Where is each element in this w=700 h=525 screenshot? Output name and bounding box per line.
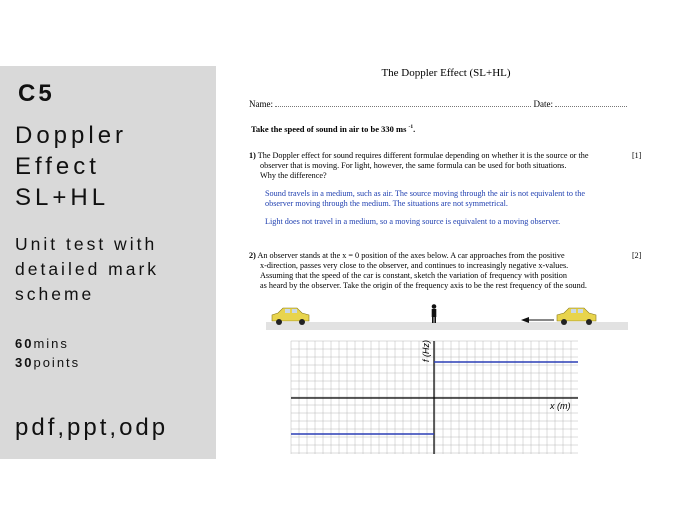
title-line-3: SL+HL (15, 184, 110, 211)
road (266, 322, 628, 330)
subtitle-line-2: detailed mark (15, 259, 160, 279)
speed-end: . (413, 124, 416, 134)
question-1-line-3: Why the difference? (260, 171, 327, 180)
question-1-line-2: observer that is moving. For light, however, the same formula can be used for both situations. (260, 161, 567, 170)
points-value: 30 (15, 355, 34, 370)
question-2-line-4: as heard by the observer. Take the origin of the frequency axis to be the rest frequency of the sound. (260, 281, 587, 290)
duration-value: 60 (15, 336, 34, 351)
date-label: Date: (533, 99, 553, 109)
answer-1-line-1: Sound travels in a medium, such as air. The source moving through the air is not equivalent to the (265, 189, 586, 198)
question-2-marks: [2] (632, 251, 642, 260)
points-unit: points (33, 355, 81, 370)
question-2-line-1: 2) An observer stands at the x = 0 position of the axes below. A car approaches from the positive (249, 251, 565, 260)
title-line-2: Effect (15, 153, 100, 180)
question-2-line-3: Assuming that the speed of the car is constant, sketch the variation of frequency with position (260, 271, 567, 280)
y-axis-label: f (Hz) (421, 340, 431, 362)
answer-1-paragraph-2: Light does not travel in a medium, so a moving source is equivalent to a moving observer. (265, 217, 561, 226)
subtitle-line-1: Unit test with (15, 234, 158, 254)
name-label: Name: (249, 99, 273, 109)
answer-1-line-2: observer moving through the medium. The situations are not symmetrical. (265, 199, 508, 208)
speed-exponent: -1 (408, 124, 414, 131)
question-2-line-2: x-direction, passes very close to the observer, and continues to increasingly negative x-values. (260, 261, 569, 270)
question-2-number: 2) (249, 251, 256, 260)
title-line-1: Doppler (15, 122, 128, 149)
question-1-line-1: 1) The Doppler effect for sound requires different formulae depending on whether it is the source or the (249, 151, 589, 160)
question-1-marks: [1] (632, 151, 642, 160)
duration-unit: mins (33, 336, 69, 351)
file-formats: pdf,ppt,odp (15, 414, 169, 441)
observer-person-icon (432, 304, 437, 323)
unit-code: C5 (18, 80, 55, 107)
x-axis-label: x (m) (550, 401, 571, 411)
document-title: The Doppler Effect (SL+HL) (381, 67, 511, 79)
subtitle-line-3: scheme (15, 284, 95, 304)
speed-text: Take the speed of sound in air to be 330 ms (251, 124, 407, 134)
question-1-number: 1) (249, 151, 256, 160)
